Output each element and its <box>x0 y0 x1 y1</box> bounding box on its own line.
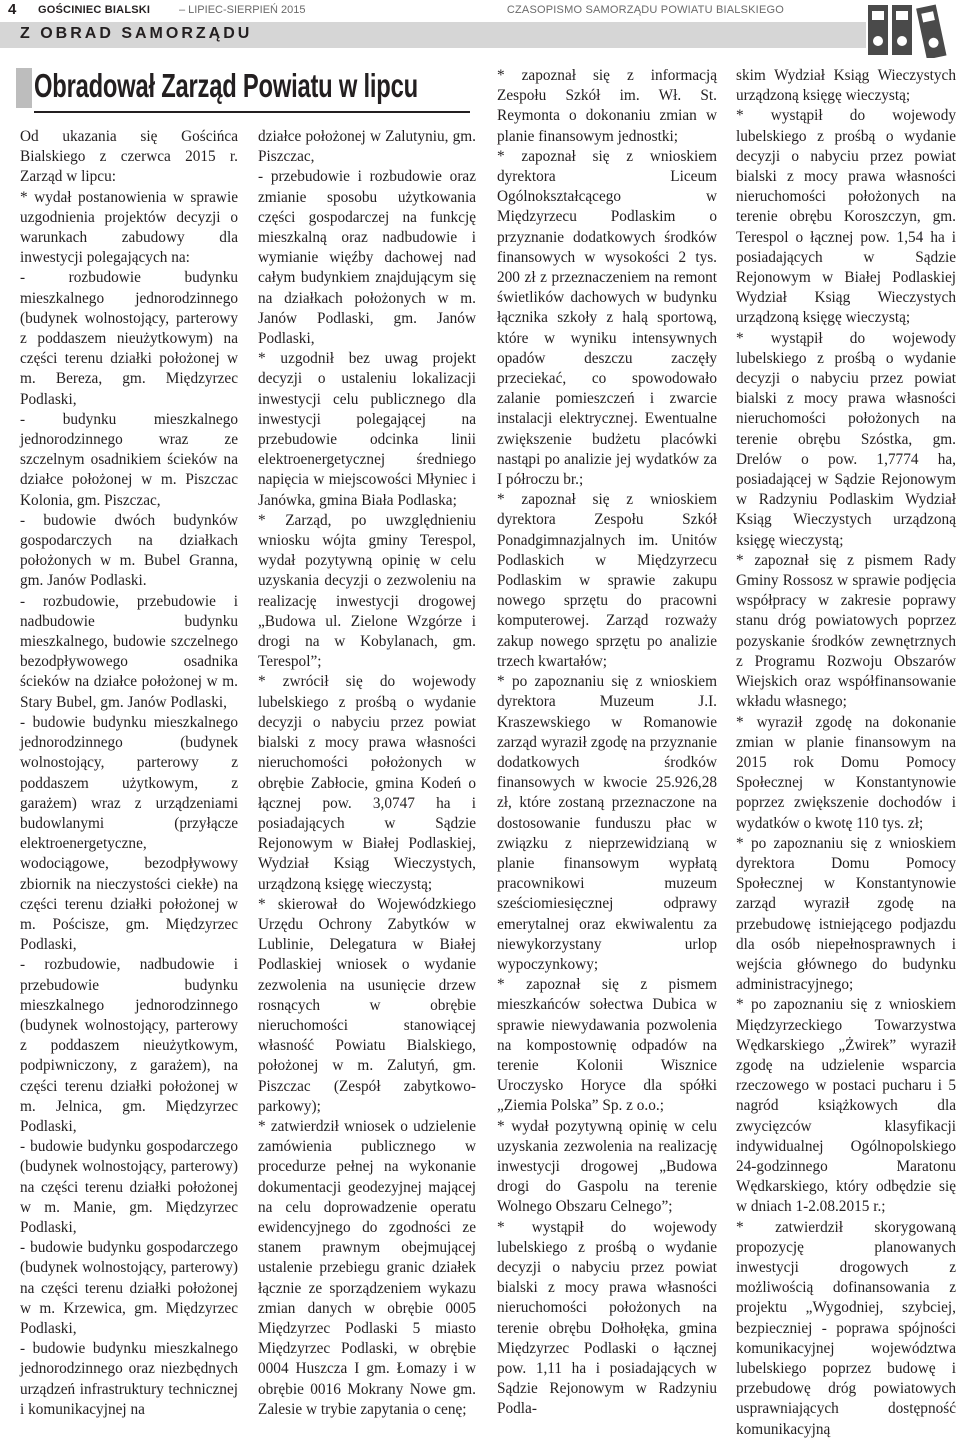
article-column-1 <box>20 127 238 1420</box>
masthead <box>0 0 960 20</box>
paragraph: * zapoznał się z informacją Zespołu Szkół im. Wł. St. Reymonta o dokonaniu zmian w planie finansowym jednostki; <box>497 67 717 145</box>
paragraph: * wydał pozytywną opinię w celu uzyskania zezwolenia na realizację inwestycji drogowej „Budowa drogi do Gaspolu na terenie Wolnego Obszaru Celnego”; <box>497 1117 717 1216</box>
paragraph: * wystąpił do wojewody lubelskiego z prośbą o wydanie decyzji o nabyciu przez powiat bialski z mocy prawa własności nieruchomości położonych na terenie obrębu Dołhołęka, gmina Międzyrzec Podlaski o łącznej pow. 1,11 ha i posiadających w Sądzie Rejonowym w Radzyniu Podla- <box>497 1218 717 1418</box>
article-column-3 <box>497 66 717 1420</box>
article-column-4 <box>736 66 956 1440</box>
headline-rule <box>34 111 470 113</box>
binders-icon <box>866 2 956 58</box>
paragraph: * uzgodnił bez uwag projekt decyzji o ustaleniu lokalizacji inwestycji celu publicznego dla inwestycji polegającej na przebudowie odcinka linii elektroenergetycznej średniego napięcia w miejscowości Młyniec i Janówka, gmina Biała Podlaska; <box>258 350 476 509</box>
issue-date-text: LIPIEC-SIERPIEŃ 2015 <box>188 4 306 16</box>
paragraph: * po zapoznaniu się z wnioskiem dyrektora Muzeum J.I. Kraszewskiego w Romanowie zarząd wyraził zgodę na przyznanie dodatkowych środków finansowych w kwocie 25.926,28 zł, które zostaną przeznaczone na dostosowanie funduszu płac w związku z nieprzewidzianą w planie finansowym wypłatą pracownikowi muzeum sześciomiesięcznej odprawy emerytalnej oraz ekwiwalentu za niewykorzystany urlop wypoczynkowy; <box>497 673 717 973</box>
article-title: Obradował Zarząd Powiatu w lipcu <box>34 67 418 104</box>
paragraph: Od ukazania się Gościńca Bialskiego z czerwca 2015 r. Zarząd w lipcu: <box>20 128 238 186</box>
paragraph: * zapoznał się z pismem mieszkańców sołectwa Dubica w sprawie niewydawania pozwolenia na kompostownię odpadów na terenie Kolonii Wisznice Uroczysko Horyce dla spółki „Ziemia Polska” Sp. z o.o.; <box>497 976 717 1115</box>
paragraph: - budynku mieszkalnego jednorodzinnego wraz ze szczelnym osadnikiem ścieków na działce położonej w m. Piszczac Kolonia, gm. Piszczac, <box>20 410 238 509</box>
paragraph: * wyraził zgodę na dokonanie zmian w planie finansowym na 2015 rok Domu Pomocy Społecznej w Konstantynowie poprzez zwiększenie dochodów i wydatków o kwotę 110 tys. zł; <box>736 713 956 832</box>
paragraph: * zapoznał się z wnioskiem dyrektora Liceum Ogólnokształcącego w Międzyrzecu Podlaskim o przyznanie dodatkowych środków finansowych w wysokości 2 tys. 200 zł z przeznaczeniem na remont świetlików dachowych w budynku łącznika szkoły z halą sportową, które w wyniku intensywnych opadów deszczu zaczęły przeciekać, co spowodowało zalanie pomieszczeń i zwarcie instalacji elektrycznej. Ewentualne zwiększenie budżetu placówki nastąpi po analizie jej wydatków za I półroczu br.; <box>497 147 717 489</box>
section-band <box>0 22 866 48</box>
paragraph: * wystąpił do wojewody lubelskiego z prośbą o wydanie decyzji o nabyciu przez powiat bialski z mocy prawa własności nieruchomości położonych na terenie obrębu Szóstka, gm. Drelów o pow. 1,7774 ha, posiadającej w Sądzie Rejonowym w Radzyniu Podlaskim Wydział Ksiąg Wieczystych urządzoną księgę wieczystą; <box>736 329 956 549</box>
paragraph: * zapoznał się z pismem Rady Gminy Rossosz w sprawie podjęcia współpracy w zakresie poprawy stanu dróg powiatowych poprzez pozyskanie środków zewnętrznych z Programu Rozwoju Obszarów Wiejskich oraz współfinansowanie wkładu własnego; <box>736 551 956 711</box>
paragraph: skim Wydział Ksiąg Wieczystych urządzoną księgę wieczystą; <box>736 67 956 105</box>
paragraph: - budowie budynku mieszkalnego jednorodzinnego (budynek wolnostojący, parterowy z poddaszem użytkowym, z garażem) wraz z urządzeniami budowlanymi (przyłącze elektroenergetyczne, wodociągowe, bezodpływowy zbiornik na nieczystości ciekłe) na części terenu działki położonej w m. Pościsze, gm. Międzyrzec Podlaski, <box>20 713 238 954</box>
paragraph: - budowie budynku gospodarczego (budynek wolnostojący, parterowy) na części terenu działki położonej w m. Krzewica, gm. Międzyrzec Podlaski, <box>20 1239 238 1337</box>
paragraph: * zatwierdził skorygowaną propozycję planowanych inwestycji drogowych z możliwością dofinansowania z projektu „Wygodniej, szybciej, bezpieczniej - poprawa spójności komunikacyjnej województwa lubelskiego poprzez budowę i przebudowę dróg powiatowych usprawniających dostępność komunikacyjną <box>736 1218 956 1438</box>
paragraph: * zatwierdził wniosek o udzielenie zamówienia publicznego w procedurze pełnej na wykonanie dokumentacji geodezyjnej mającej na celu doprowadzenie operatu ewidencyjnego do zgodności ze stanem prawnym obejmującej ustalenie przebiegu granic działek łącznie ze sporządzeniem wykazu zmian danych w obrębie 0005 Międzyrzec Podlaski 5 miasto Międzyrzec Podlaski, w obrębie 0004 Huszcza I gm. Łomazy i w obrębie 0016 Mokrany Nowe gm. Zalesie w trybie zapytania o cenę; <box>258 1117 476 1418</box>
paragraph: - budowie budynku mieszkalnego jednorodzinnego oraz niezbędnych urządzeń infrastruktury technicznej i komunikacyjnej na <box>20 1340 238 1418</box>
paragraph: * Zarząd, po uwzględnieniu wniosku wójta gminy Terespol, wydał pozytywną opinię w celu uzyskania decyzji o zezwoleniu na realizację inwestycji drogowej „Budowa ul. Zielone Wzgórze i drogi na w Kobylanach, gm. Terespol”; <box>258 511 476 671</box>
paragraph: * wydał postanowienia w sprawie uzgodnienia projektów decyzji o warunkach zabudowy dla inwestycji polegających na: <box>20 188 238 267</box>
issue-date <box>176 4 306 16</box>
publication-name: GOŚCINIEC BIALSKI <box>38 4 151 16</box>
paragraph: * zwrócił się do wojewody lubelskiego z prośbą o wydanie decyzji o nabyciu przez powiat bialski z mocy prawa własności nieruchomości położonych w obrębie Zabłocie, gmina Kodeń o łącznej pow. 3,0747 ha i posiadających w Sądzie Rejonowym w Białej Podlaskiej, Wydział Ksiąg Wieczystych, urządzoną księgę wieczystą; <box>258 673 476 893</box>
article-column-2 <box>258 127 476 1420</box>
page-number: 4 <box>8 1 17 18</box>
paragraph: - rozbudowie budynku mieszkalnego jednorodzinnego (budynek wolnostojący, parterowy z poddaszem nieużytkowym) na części terenu działki położonej w m. Bereza, gm. Międzyrzec Podlaski, <box>20 269 238 408</box>
paragraph: * po zapoznaniu się z wnioskiem dyrektora Domu Pomocy Społecznej w Konstantynowie zarząd wyraził zgodę na przebudowę istniejącego podjazdu dla osób niepełnosprawnych i wejścia głównego do budynku administracyjnego; <box>736 834 956 994</box>
paragraph: działce położonej w Zalutyniu, gm. Piszczac, <box>258 128 476 166</box>
masthead-separator: – <box>179 4 186 16</box>
paragraph: * po zapoznaniu się z wnioskiem Międzyrzeckiego Towarzystwa Wędkarskiego „Żwirek” wyraził zgodę na udzielenie wsparcia rzeczowego w postaci pucharu i 5 nagród książkowych dla zwycięzców klasyfikacji indywidualnej Ogólnopolskiego 24-godzinnego Maratonu Wędkarskiego, który odbędzie się w dniach 1-2.08.2015 r.; <box>736 996 956 1216</box>
paragraph: * skierował do Wojewódzkiego Urzędu Ochrony Zabytków w Lublinie, Delegatura w Białej Podlaskiej wniosek o wydanie zezwolenia na usunięcie drzew rosnących w obrębie nieruchomości stanowiącej własność Powiatu Bialskiego, położonej w m. Zalutyń, gm. Piszczac (Zespół zabytkowo-parkowy); <box>258 895 476 1115</box>
paragraph: - przebudowie i rozbudowie oraz zmianie sposobu użytkowania części gospodarczej na funkcję mieszkalną oraz nadbudowie i wymianie więźby dachowej nad całym budynkiem znajdującym się na działkach położonych w m. Janów Podlaski, gm. Janów Podlaski, <box>258 168 476 348</box>
paragraph: - rozbudowie, przebudowie i nadbudowie budynku mieszkalnego, budowie szczelnego bezodpływowego osadnika ścieków na działce położonej w m. Stary Bubel, gm. Janów Podlaski, <box>20 592 238 711</box>
headline-accent <box>16 68 32 108</box>
paragraph: * wystąpił do wojewody lubelskiego z prośbą o wydanie decyzji o nabyciu przez powiat bialski z mocy prawa własności nieruchomości położonych na terenie obrębu Koroszczyn, gm. Terespol o łącznej pow. 1,54 ha i posiadających w Sądzie Rejonowym w Białej Podlaskiej Wydział Ksiąg Wieczystych urządzoną księgę wieczystą; <box>736 107 956 327</box>
paragraph: - budowie dwóch budynków gospodarczych na działkach położonych w m. Bubel Granna, gm. Janów Podlaski. <box>20 511 238 590</box>
publication-tagline: CZASOPISMO SAMORZĄDU POWIATU BIALSKIEGO <box>506 4 784 16</box>
paragraph: - rozbudowie, nadbudowie i przebudowie budynku mieszkalnego jednorodzinnego (budynek wolnostojący, parterowy z poddaszem nieużytkowym, podpiwniczony, z garażem), na części terenu działki położonej w m. Jelnica, gm. Międzyrzec Podlaski, <box>20 956 238 1135</box>
paragraph: - budowie budynku gospodarczego (budynek wolnostojący, parterowy) na części terenu działki położonej w m. Manie, gm. Międzyrzec Podlaski, <box>20 1138 238 1236</box>
section-title: Z OBRAD SAMORZĄDU <box>20 25 253 42</box>
paragraph: * zapoznał się z wnioskiem dyrektora Zespołu Szkół Ponadgimnazjalnych im. Unitów Podlaskich w Międzyrzecu Podlaskim w sprawie zakupu nowego sprzętu do pracowni komputerowej. Zarząd rozważy zakup nowego sprzętu po analizie trzech kwartałów; <box>497 491 717 670</box>
